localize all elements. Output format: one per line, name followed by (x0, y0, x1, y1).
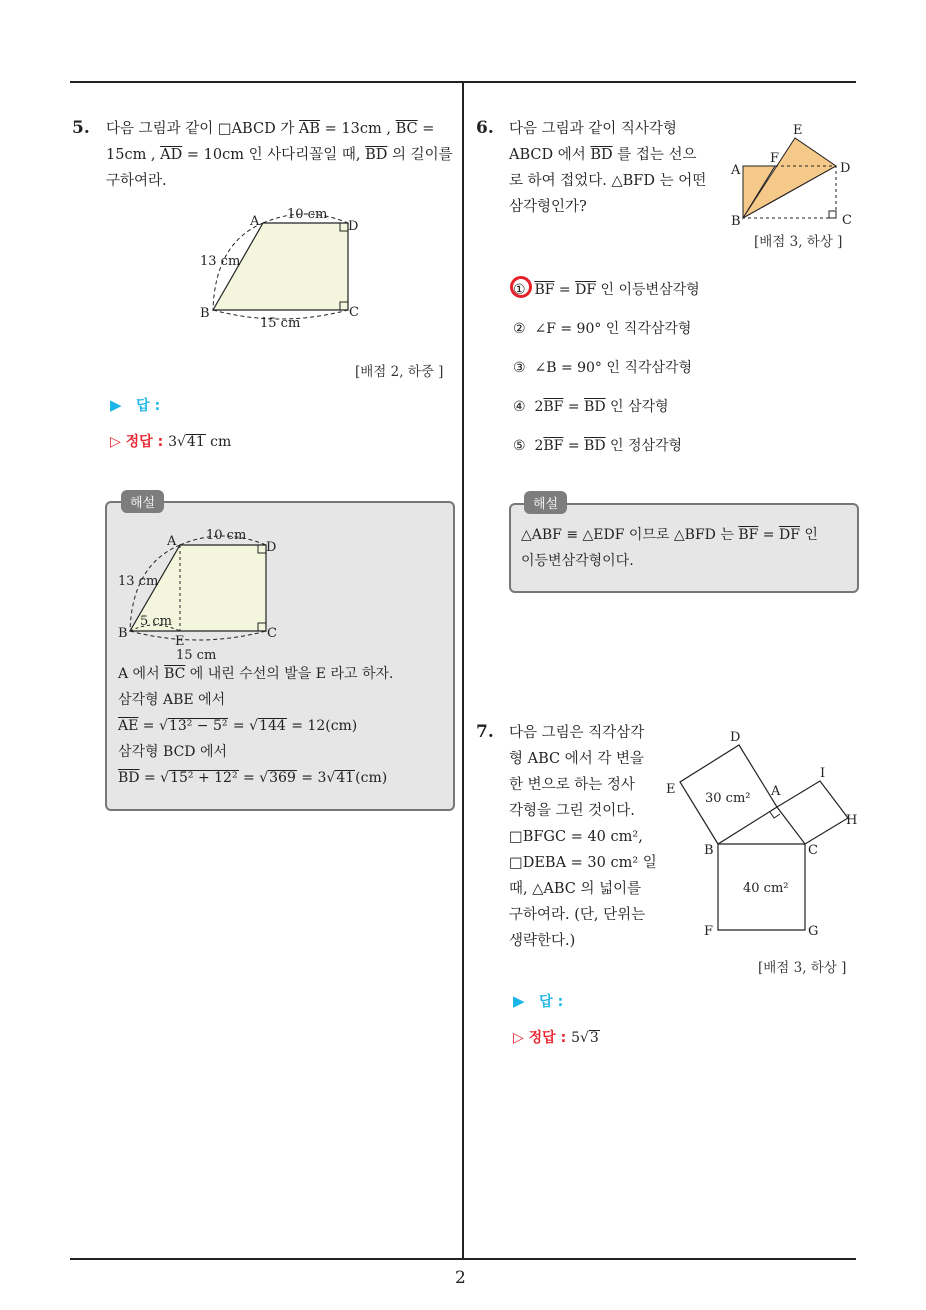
q7-line5: □BFGC = 40 cm², (509, 829, 643, 845)
q5-text (106, 116, 456, 194)
q5-label-b: B (200, 306, 210, 321)
q5-solution-value: 3√41 cm (168, 434, 232, 450)
q6-line2: ABCD 에서 $\overline{BD}$ 를 접는 선으 (509, 147, 697, 163)
q6-explanation-tag: 해설 (524, 491, 567, 514)
q7-label-d: D (730, 730, 741, 745)
bottom-rule (70, 1258, 856, 1260)
q5-exp-label-c: C (267, 626, 277, 641)
q7-line1: 다음 그림은 직각삼각 (509, 725, 645, 741)
q6-score: [배점 3, 하상 ] (754, 234, 843, 250)
q6-line3: 로 하여 접었다. △BFD 는 어떤 (509, 173, 707, 189)
q7-label-a: A (771, 784, 781, 799)
q5-label-c: C (349, 305, 359, 320)
page-number: 2 (455, 1268, 466, 1288)
q5-exp-label-a: A (167, 534, 177, 549)
q5-exp-label-b: B (118, 626, 128, 641)
q6-choice-4[interactable]: ④ $2\overline{BF} = \overline{BD}$ 인 삼각형 (513, 399, 669, 415)
q7-label-e: E (666, 782, 676, 797)
q7-line3: 한 변으로 하는 정사 (509, 777, 635, 793)
q5-label-d: D (348, 219, 359, 234)
q7-label-c: C (808, 843, 818, 858)
q5-figure (195, 203, 370, 331)
q5-number: 5. (72, 118, 90, 138)
q7-label-i: I (820, 766, 826, 781)
q7-line8: 구하여라. (단, 단위는 (509, 907, 646, 923)
q5-label-ab: 13 cm (200, 254, 241, 269)
q5-exp-label-ab: 13 cm (118, 574, 159, 589)
q6-exp-line2: 이등변삼각형이다. (521, 553, 634, 569)
q5-explanation-tag: 해설 (121, 490, 164, 513)
q5-exp-arc-bc (130, 631, 266, 640)
q5-score: [배점 2, 하중 ] (355, 364, 444, 380)
q7-label-area2: 40 cm² (743, 881, 789, 896)
q7-square-acih (777, 781, 848, 844)
q5-exp-line5: $\overline{BD} = √15^2 + 12^2 = √369 = 3√41(cm)$ (118, 770, 388, 786)
q5-exp-label-ad: 10 cm (206, 528, 247, 543)
q7-solution-value: 5√3 (571, 1030, 599, 1046)
q7-line7: 때, △ABC 의 넓이를 (509, 881, 642, 897)
q6-label-f: F (770, 151, 780, 166)
q5-line1: 다음 그림과 같이 □ABCD 가 $\overline{AB} = 13cm$ , $\overline{BC}$ = (106, 121, 435, 137)
q5-exp-label-be: 5 cm (140, 614, 173, 629)
q6-label-a: A (731, 163, 741, 178)
q6-label-b: B (731, 214, 741, 229)
q7-score: [배점 3, 하상 ] (758, 960, 847, 976)
q5-exp-label-e: E (175, 634, 185, 649)
q6-label-c: C (842, 213, 852, 228)
q6-line1: 다음 그림과 같이 직사각형 (509, 121, 677, 137)
q5-line3: 구하여라. (106, 173, 167, 189)
q5-answer[interactable]: ▶ 답 : (110, 396, 161, 414)
q6-label-e: E (793, 123, 803, 138)
q7-answer[interactable]: ▶ 답 : (513, 992, 564, 1010)
q7-number: 7. (476, 722, 494, 742)
q5-exp-line3: $\overline{AE} = √13^2 - 5^2 = √144 = 12(cm)$ (118, 718, 358, 734)
q5-label-ad: 10 cm (287, 207, 328, 222)
q5-explanation-text (118, 661, 448, 791)
q6-exp-line1: △ABF ≡ △EDF 이므로 △BFD 는 $\overline{BF} = \overline{DF}$ 인 (521, 527, 818, 543)
q6-line4: 삼각형인가? (509, 199, 587, 215)
q5-exp-line1: A 에서 $\overline{BC}$ 에 내린 수선의 발을 E 라고 하자. (118, 666, 394, 682)
q7-line6: □DEBA = 30 cm² 일 (509, 855, 657, 871)
outline-play-icon: ▷ (110, 434, 121, 450)
q6-choice-2[interactable]: ② ∠F = 90° 인 직각삼각형 (513, 321, 692, 337)
q7-label-b: B (704, 843, 714, 858)
q5-label-bc: 15 cm (260, 316, 301, 331)
outline-play-icon: ▷ (513, 1030, 524, 1046)
q5-line2: 15cm , $\overline{AD} = 10cm$ 인 사다리꼴일 때, $\overline{BD}$ 의 길이를 (106, 147, 453, 163)
q5-exp-figure (114, 525, 289, 665)
q5-exp-label-bc: 15 cm (176, 648, 217, 663)
q7-right-angle-a (770, 812, 780, 818)
q7-line9: 생략한다.) (509, 933, 576, 949)
column-divider (462, 81, 464, 1259)
q5-solution: ▷ 정답 : 3√41 cm (110, 434, 232, 450)
q7-label-h: H (846, 813, 858, 828)
q7-line4: 각형을 그린 것이다. (509, 803, 635, 819)
q6-figure (728, 122, 858, 230)
q5-exp-line4: 삼각형 BCD 에서 (118, 744, 228, 760)
q7-label-g: G (808, 924, 819, 939)
q6-choice-1[interactable]: ① $\overline{BF} = \overline{DF}$ 인 이등변삼각형 (513, 282, 700, 298)
q7-figure (662, 725, 862, 945)
play-icon: ▶ (110, 396, 122, 414)
q6-text (509, 116, 724, 220)
play-icon: ▶ (513, 992, 525, 1010)
q6-choice-3[interactable]: ③ ∠B = 90° 인 직각삼각형 (513, 360, 692, 376)
q6-number: 6. (476, 118, 494, 138)
q7-solution: ▷ 정답 : 5√3 (513, 1030, 599, 1046)
q5-exp-line2: 삼각형 ABE 에서 (118, 692, 226, 708)
q5-label-a: A (250, 214, 260, 229)
q6-explanation-text (521, 522, 851, 574)
q7-text (509, 720, 657, 954)
q5-exp-label-d: D (266, 540, 277, 555)
q7-label-f: F (704, 924, 714, 939)
q6-right-angle-c (829, 211, 836, 218)
q6-label-d: D (840, 161, 851, 176)
q7-line2: 형 ABC 에서 각 변을 (509, 751, 644, 767)
q7-label-area1: 30 cm² (705, 791, 751, 806)
q6-choice-5[interactable]: ⑤ $2\overline{BF} = \overline{BD}$ 인 정삼각형 (513, 438, 683, 454)
